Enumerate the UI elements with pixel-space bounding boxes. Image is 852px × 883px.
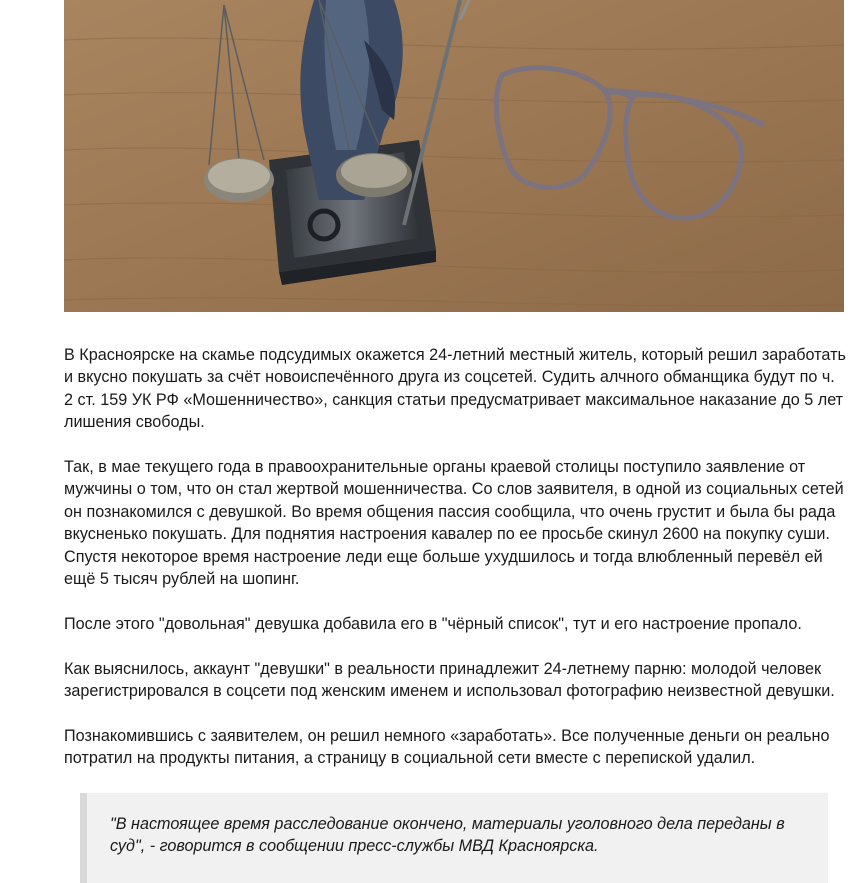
article-paragraph: Как выяснилось, аккаунт "девушки" в реальности принадлежит 24-летнему парню: молодой человек зарегистрировался в соцсети под женским именем и использовал фотографию неизвестной девушки. bbox=[64, 659, 835, 701]
article-paragraph: После этого "довольная" девушка добавила его в "чёрный список", тут и его настроение пропало. bbox=[64, 614, 802, 633]
justice-statue-photo bbox=[64, 0, 844, 312]
article-paragraph: Так, в мае текущего года в правоохранительные органы краевой столицы поступило заявление от мужчины о том, что он стал жертвой мошенничества. Со слов заявителя, в одной из социальных сетей он познакомился с девушкой. Во время общения пассия сообщила, что очень грустит и была бы рада вкусненько покушать. Для поднятия настроения кавалер по ее просьбе скинул 2600 на покупку суши. Спустя некоторое время настроение леди еще больше ухудшилось и тогда влюбленный перевёл ей ещё 5 тысяч рублей на шопинг. bbox=[64, 458, 844, 589]
article-photo bbox=[64, 0, 844, 312]
article-paragraph: В Красноярске на скамье подсудимых окажется 24-летний местный житель, который решил заработать и вкусно покушать за счёт новоиспечённого друга из соцсетей. Судить алчного обманщика будут по ч. 2 ст. 159 УК РФ «Мошенничество», санкция статьи предусматривает максимальное наказание до 5 лет лишения свободы. bbox=[64, 346, 846, 432]
quote-text: "В настоящее время расследование окончено, материалы уголовного дела переданы в суд", - говорится в сообщении пресс-службы МВД Красноярска. bbox=[110, 815, 785, 856]
article-body bbox=[64, 344, 852, 792]
article-paragraph: Познакомившись с заявителем, он решил немного «заработать». Все полученные деньги он реально потратил на продукты питания, а страницу в социальной сети вместе с перепиской удалил. bbox=[64, 726, 830, 768]
press-quote bbox=[80, 793, 828, 883]
